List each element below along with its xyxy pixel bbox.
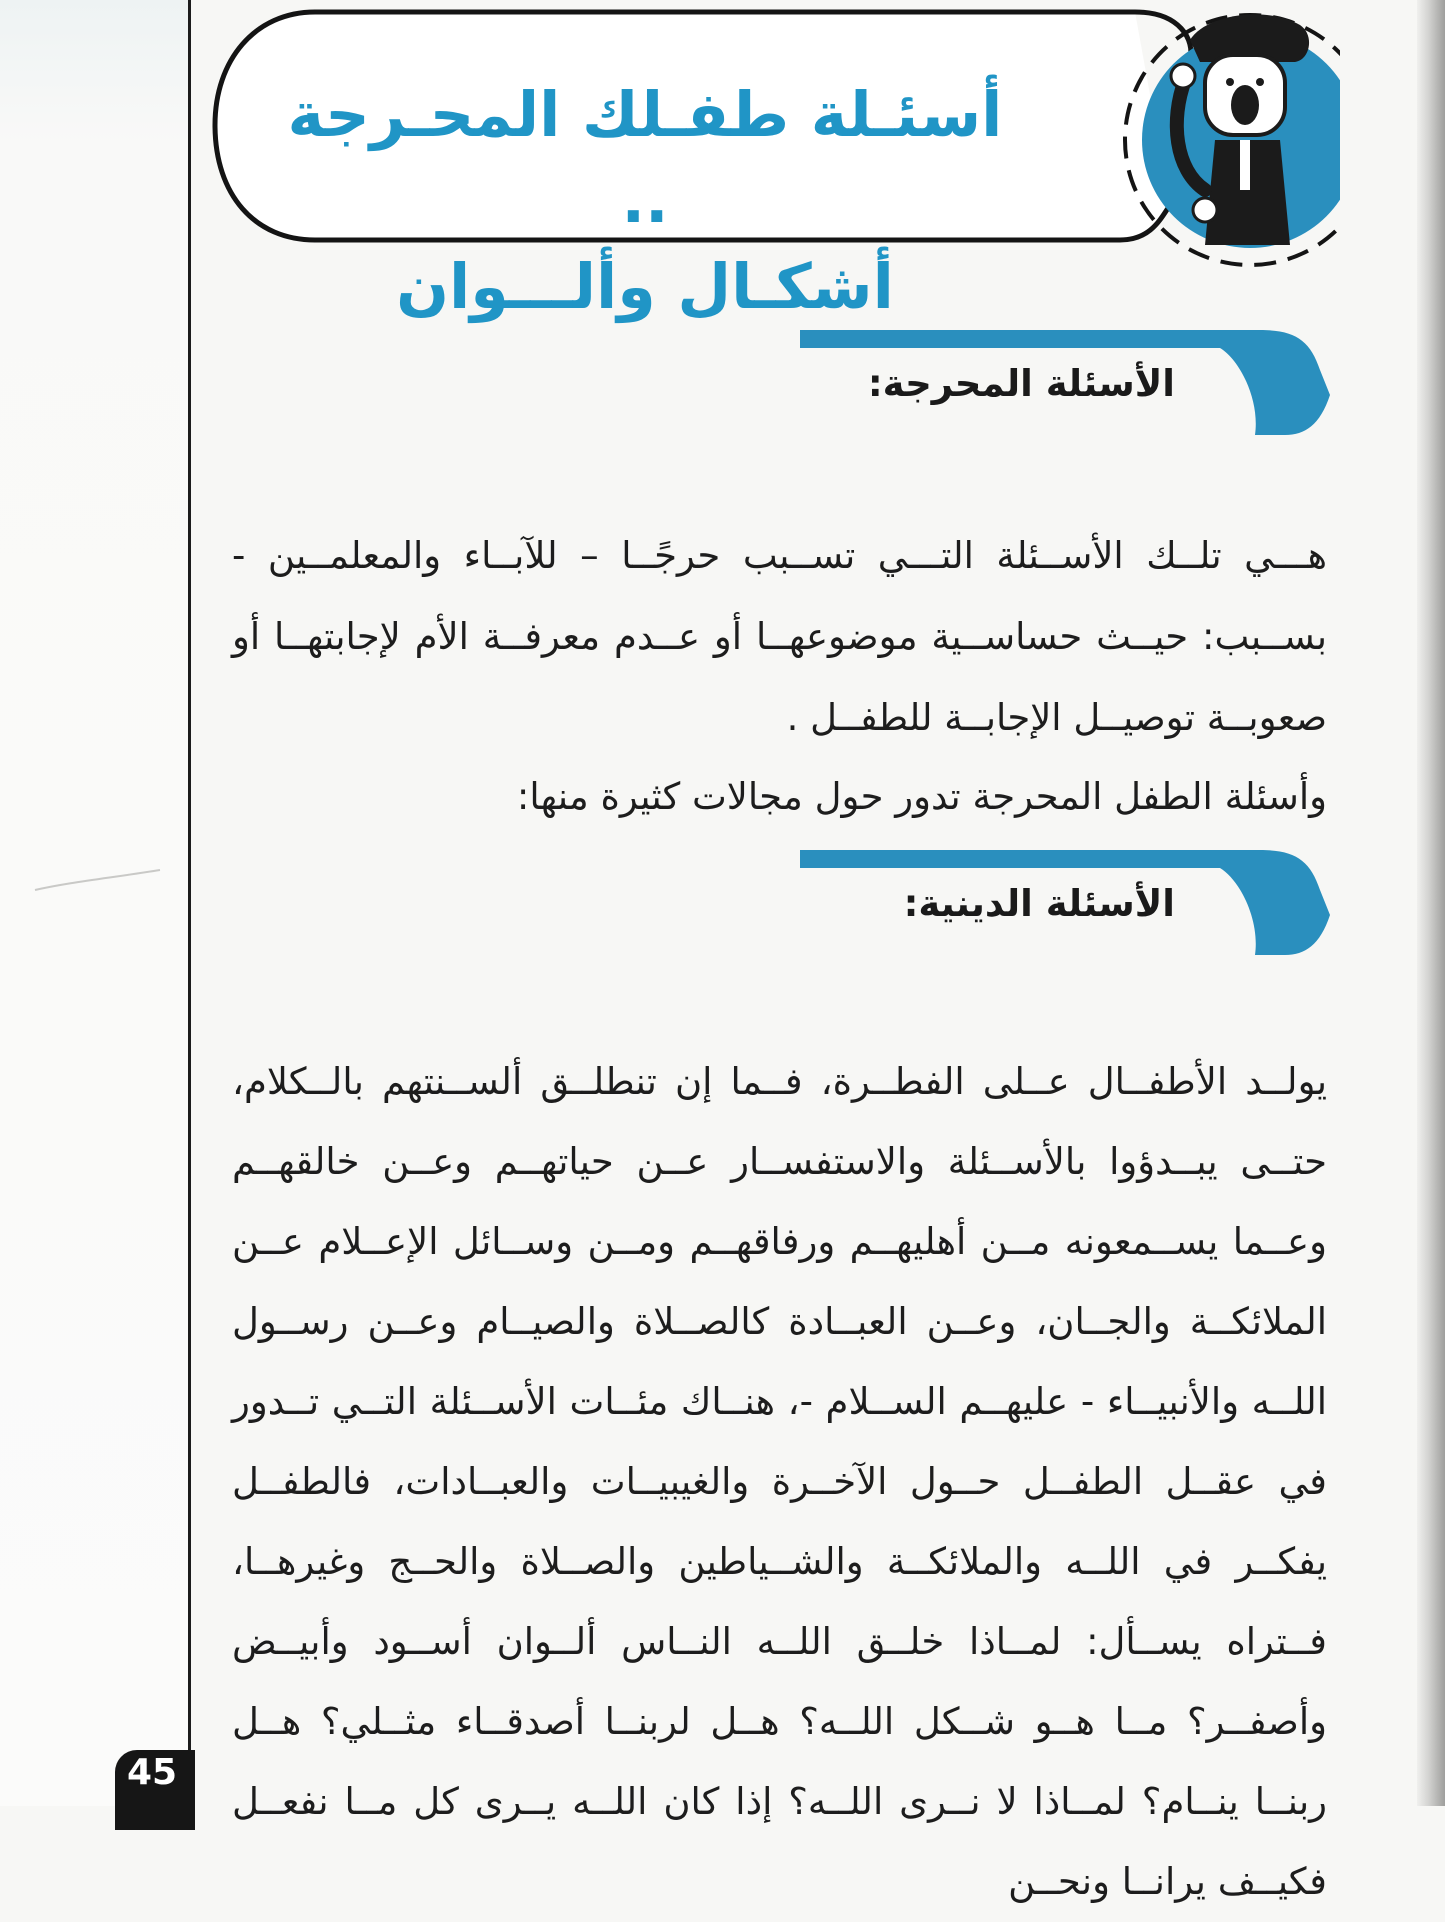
- intro-paragraph: وأسئلة الطفل المحرجة تدور حول مجالات كثيرة منها:: [516, 775, 1327, 818]
- title-line-2: أشكـال وألـــوان: [396, 250, 894, 323]
- page-binding-shadow: [1417, 0, 1445, 1806]
- section-heading-label: الأسئلة الدينية:: [903, 882, 1175, 925]
- religious-paragraph: يولــد الأطفــال عــلى الفطــرة، فــما إن تنطلــق ألســنتهم بالــكلام، حتــى يبــدؤوا بالأســئلة والاستفســار عــن حياتهــم وعــن خالقهــم وعــما يســمعونه مــن أهليهــم ورفاقهــم ومــن وســائل الإعــلام عــن الملائكــة والجــان، وعــن العبــادة كالصــلاة والصيــام وعــن رســول اللــه والأنبيــاء - عليهــم الســلام -، هنــاك مئــات الأســئلة التــي تــدور في عقــل الطفــل حــول الآخــرة والغيبيــات والعبــادات، فالطفــل يفكــر في اللــه والملائكــة والشــياطين والصــلاة والحــج وغيرهــا، فــتراه يســأل: لمــاذا خلــق اللــه النــاس ألــوان أســود وأبيــض وأصفــر؟ مــا هــو شــكل اللــه؟ هــل لربنــا أصدقــاء مثــلي؟ هــل ربنــا ينــام؟ لمــاذا لا نــرى اللــه؟ إذا كان اللــه يــرى كل مــا نفعــل فكيــف يرانــا ونحــن: [232, 1060, 1327, 1903]
- margin-rule: [188, 0, 191, 1806]
- section-heading-embarrassing: [790, 330, 1330, 440]
- page-number: 45: [126, 1752, 178, 1793]
- page-title: [285, 72, 1005, 330]
- definition-paragraph: هـــي تلــك الأســئلة التـــي تســبب حرجًــا – للآبــاء والمعلمــين - بســبب: حيــث حساســية موضوعهــا أو عــدم معرفــة الأم لإجابتهــا أو صعوبــة توصيــل الإجابــة للطفــل .: [232, 534, 1327, 739]
- section-heading-religious: [790, 850, 1330, 960]
- page-margin: [0, 0, 188, 1806]
- title-line-1: أسئـلة طفـلك المحـرجة ..: [287, 78, 1003, 237]
- section-heading-label: الأسئلة المحرجة:: [867, 362, 1175, 405]
- margin-scribble: [30, 860, 170, 900]
